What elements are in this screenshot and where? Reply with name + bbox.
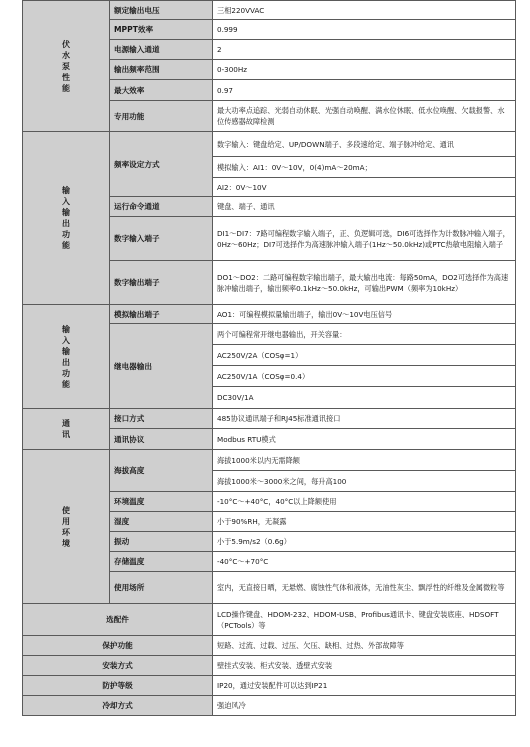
row-value: 海拔1000米以内无需降额 [213,450,516,471]
row-value: AC250V/1A（COSφ=0.4） [213,366,516,387]
row-value: 三相220VVAC [213,1,516,20]
table-row [23,1,516,20]
spec-table [22,0,516,716]
row-value: 两个可编程常开继电器输出，开关容量： [213,324,516,345]
row-value: -40°C～+70°C [213,552,516,572]
table-row [23,676,516,696]
row-label: 接口方式 [110,409,213,429]
row-label: 继电器输出 [110,324,213,409]
spec-sheet [22,0,515,716]
row-value: 0.97 [213,80,516,101]
group-title-pump-performance: 伏水泵性能 [23,1,110,132]
row-value: 最大功率点追踪、光弱自动休眠、光强自动唤醒、满水位休眠、低水位唤醒、欠载报警、水位传感器故障检测 [213,101,516,132]
row-value: DC30V/1A [213,387,516,409]
row-label: 频率设定方式 [110,132,213,197]
row-value: LCD操作键盘、HDOM-232、HDOM-USB、Profibus通讯卡、键盘安装底座、HDSOFT（PCTools）等 [213,604,516,636]
row-label: 最大效率 [110,80,213,101]
row-value: 壁挂式安装、柜式安装、透壁式安装 [213,656,516,676]
row-label-accessories: 选配件 [23,604,213,636]
table-row [23,305,516,324]
row-label: 数字输入端子 [110,217,213,261]
row-label: 模拟输出端子 [110,305,213,324]
row-value: 海拔1000米～3000米之间，每升高100 [213,471,516,492]
table-row [23,132,516,157]
table-row [23,450,516,471]
group-title-io-function: 输入输出功能 [23,132,110,305]
row-value: IP20，通过安装配件可以达到IP21 [213,676,516,696]
row-label: 湿度 [110,512,213,532]
group-title-communication: 通讯 [23,409,110,450]
row-value: 室内，无直接日晒，无悬燃、腐蚀性气体和液体，无油性灰尘、飘浮性的纤维及金属微粒等 [213,572,516,604]
group-title-environment: 使用环境 [23,450,110,604]
row-value: 2 [213,40,516,60]
row-value: 强迫风冷 [213,696,516,716]
row-value: DI1～DI7：7路可编程数字输入端子，正、负逻辑可选，DI6可选择作为计数脉冲输入端子，0Hz～60Hz；DI7可选择作为高速脉冲输入端子(1Hz～50.0kHz)或PTC热敏电阻输入端子 [213,217,516,261]
row-value: DO1～DO2：二路可编程数字输出端子，最大输出电流：每路50mA，DO2可选择作为高速脉冲输出端子，输出频率0.1kHz～50.0kHz，可输出PWM（频率为10kHz） [213,261,516,305]
row-label: 运行命令通道 [110,197,213,217]
group-title-io-function-2: 输入输出功能 [23,305,110,409]
table-row [23,409,516,429]
table-row [23,656,516,676]
table-row [23,604,516,636]
row-value: AO1：可编程模拟量输出端子，输出0V～10V电压信号 [213,305,516,324]
row-value: 485协议通讯端子和RJ45标准通讯接口 [213,409,516,429]
row-value: 小于5.9m/s2（0.6g） [213,532,516,552]
row-label: 额定输出电压 [110,1,213,20]
row-label: 海拔高度 [110,450,213,492]
row-value: 模拟输入：AI1：0V～10V，0(4)mA～20mA； [213,157,516,178]
row-value: 数字输入：键盘给定、UP/DOWN端子、多段速给定、端子脉冲给定、通讯 [213,132,516,157]
table-row [23,636,516,656]
row-value: 0-300Hz [213,60,516,80]
row-label: 使用场所 [110,572,213,604]
row-value: AC250V/2A（COSφ=1） [213,345,516,366]
row-value: Modbus RTU模式 [213,429,516,450]
row-label: MPPT效率 [110,20,213,40]
row-label: 数字输出端子 [110,261,213,305]
table-row [23,696,516,716]
row-label: 环境温度 [110,492,213,512]
row-value: 0.999 [213,20,516,40]
row-label: 输出频率范围 [110,60,213,80]
row-label: 通讯协议 [110,429,213,450]
row-value: AI2：0V～10V [213,178,516,197]
row-value: 小于90%RH，无凝露 [213,512,516,532]
row-label-cooling: 冷却方式 [23,696,213,716]
row-value: -10°C～+40°C，40°C以上降额使用 [213,492,516,512]
row-label: 存储温度 [110,552,213,572]
row-value: 键盘、端子、通讯 [213,197,516,217]
row-label: 振动 [110,532,213,552]
row-label-protection: 保护功能 [23,636,213,656]
row-label-installation: 安装方式 [23,656,213,676]
row-label-ip-rating: 防护等级 [23,676,213,696]
row-label: 专用功能 [110,101,213,132]
row-value: 短路、过流、过载、过压、欠压、缺相、过热、外部故障等 [213,636,516,656]
row-label: 电源输入通道 [110,40,213,60]
